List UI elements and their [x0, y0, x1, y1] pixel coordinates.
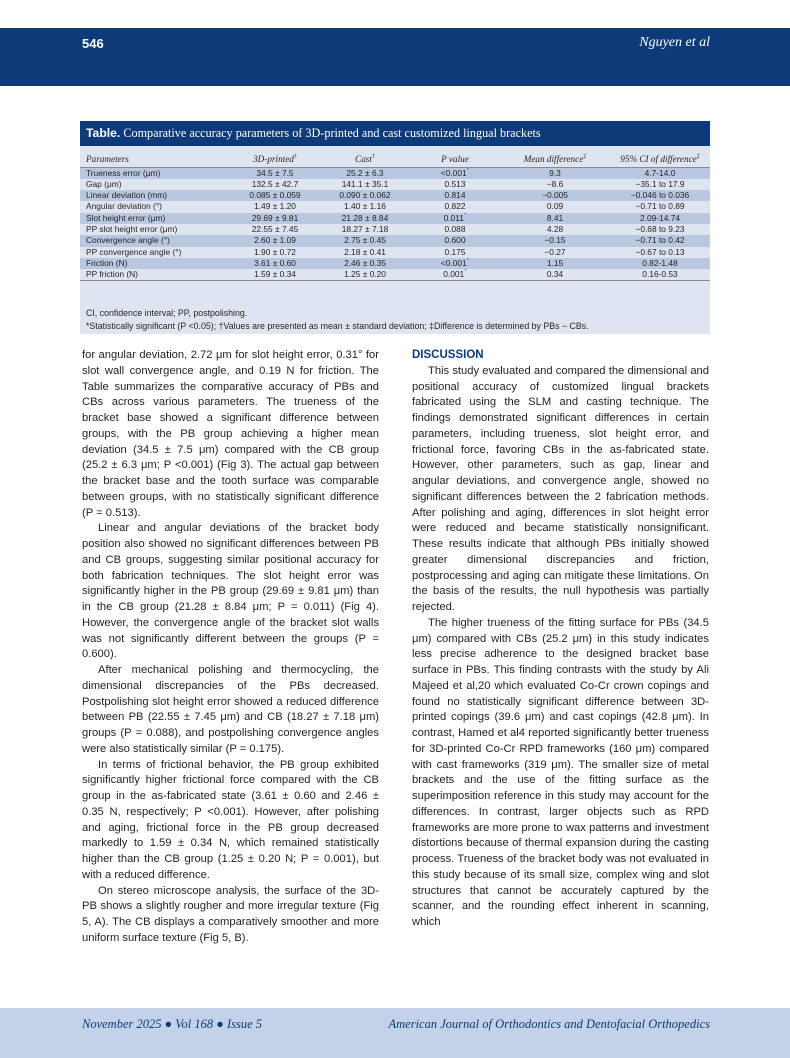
body-paragraph: On stereo microscope analysis, the surface of the 3D-PB shows a slightly rougher and more irregular texture (Fig 5, A). The CB displays a comparatively smoother and more uniform surface texture (Fig 5, B). — [82, 884, 379, 944]
body-paragraph: In terms of frictional behavior, the PB group exhibited significantly higher frictional force compared with the CB group in the as-fabricated state (3.61 ± 0.60 and 2.46 ± 0.35 N, respectively; P <0.001). However, after polishing and aging, frictional force in the PB group decreased markedly to 1.59 ± 0.34 N, which remained statistically higher than the CB group (1.25 ± 0.20 N; P = 0.001), but with a reduced difference. — [82, 758, 379, 881]
body-paragraph: The higher trueness of the fitting surface for PBs (34.5 μm) compared with CBs (25.2 μm) in this study indicates less precise adherence to the designed bracket base surface in PBs. This finding contrasts with the study by Ali Majeed et al,20 which evaluated Co-Cr crown copings and found no statistically significant difference between 3D-printed copings (39.6 μm) and cast copings (42.8 μm). In contrast, Hamed et al4 reported significantly better trueness for 3D-printed Co-Cr RPD frameworks (160 μm) compared with cast frameworks (319 μm). The smaller size of metal brackets and the use of the fitting surface as the superimposition reference in this study may account for the differences. In contrast, larger objects such as RPD frameworks are more prone to wax patterns and investment distortions because of thermal expansion during the casting process. Trueness of the bracket body was not evaluated in this study because of its small size, complex wing and slot structures that cannot be accurately captured by the scanner, and the rounding effect inherent in scanning, which — [412, 616, 709, 928]
table-row: PP friction (N) 1.59 ± 0.34 1.25 ± 0.20 0.001* 0.34 0.16-0.53 — [80, 269, 710, 281]
table-footnote-abbreviations: CI, confidence interval; PP, postpolishing. — [86, 308, 248, 318]
table-caption: Comparative accuracy parameters of 3D-printed and cast customized lingual brackets — [123, 126, 541, 140]
table-footnote-symbols: *Statistically significant (P <0.05); †Values are presented as mean ± standard deviation; ‡Difference is determined by PBs − CBs. — [86, 321, 589, 331]
right-text-column — [412, 348, 709, 931]
table-row: Friction (N) 3.61 ± 0.60 2.46 ± 0.35 <0.001* 1.15 0.82-1.48 — [80, 258, 710, 269]
body-paragraph: for angular deviation, 2.72 μm for slot height error, 0.31° for slot wall convergence angle, and 0.19 N for friction. The Table summarizes the comparative accuracy of PBs and CBs across various parameters. The trueness of the bracket base showed a significant difference between groups, with the PB group achieving a higher mean deviation (34.5 ± 7.5 μm) compared with the CB group (25.2 ± 6.3 μm; P <0.001) (Fig 3). The actual gap between the bracket base and the tooth surface was comparable between groups, with no statistically significant difference (P = 0.513). — [82, 349, 379, 519]
table-row: PP slot height error (μm) 22.55 ± 7.45 18.27 ± 7.18 0.088 4.28 −0.68 to 9.23 — [86, 223, 685, 234]
header-ci: 95% CI of difference‡ — [610, 151, 710, 167]
footer-bar — [0, 1008, 790, 1058]
page-number: 546 — [82, 36, 104, 51]
footer-issue-info: November 2025 ● Vol 168 ● Issue 5 — [82, 1017, 263, 1031]
table-label: Table. — [86, 126, 121, 140]
table-row: Angular deviation (°) 1.49 ± 1.20 1.40 ± 1.16 0.822 0.09 −0.71 to 0.89 — [86, 201, 685, 212]
header-cast: Cast† — [320, 151, 410, 167]
table-row: Gap (μm) 132.5 ± 42.7 141.1 ± 35.1 0.513 −8.6 −35.1 to 17.9 — [86, 178, 685, 189]
left-text-column — [82, 348, 379, 947]
table-header-row — [80, 151, 710, 167]
table-panel — [80, 121, 710, 334]
body-paragraph: After mechanical polishing and thermocycling, the dimensional discrepancies of the PBs decreased. Postpolishing slot height error showed a reduced difference between PB (22.55 ± 7.45 μm) and CB (18.27 ± 7.18 μm) groups (P = 0.088), and postpolishing convergence angles were also statistically similar (P = 0.175). — [82, 664, 379, 755]
footer-journal-name: American Journal of Orthodontics and Dentofacial Orthopedics — [388, 1017, 710, 1031]
header-p-value: P value — [410, 151, 500, 167]
data-table — [80, 151, 710, 281]
table-row: Linear deviation (mm) 0.085 ± 0.059 0.090 ± 0.062 0.814 −0.005 −0.046 to 0.036 — [80, 190, 710, 201]
table-title — [80, 121, 710, 146]
header-mean-difference: Mean difference‡ — [500, 151, 610, 167]
section-heading-discussion: DISCUSSION — [412, 349, 484, 361]
table-row: Trueness error (μm) 34.5 ± 7.5 25.2 ± 6.3 <0.001* 9.3 4.7-14.0 — [80, 167, 710, 179]
running-author: Nguyen et al — [639, 35, 710, 50]
body-paragraph: This study evaluated and compared the dimensional and positional accuracy of customized lingual brackets fabricated using the SLM and casting technique. The findings demonstrated significant differences in certain parameters, including trueness, slot height error, and frictional force, favoring CBs in the as-fabricated state. However, other parameters, such as gap, linear and angular deviations, and convergence angle, showed no significant differences between the 2 fabrication methods. After polishing and aging, differences in slot height error were reduced and became statistically nonsignificant. These results indicate that although PBs initially showed greater dimensional discrepancies and friction, postprocessing and aging can mitigate these limitations. On the basis of the results, the null hypothesis was partially rejected. — [412, 364, 709, 613]
table-row: PP convergence angle (°) 1.90 ± 0.72 2.18 ± 0.41 0.175 −0.27 −0.67 to 0.13 — [86, 246, 685, 257]
header-parameters: Parameters — [80, 151, 230, 167]
table-row: Convergence angle (°) 2.60 ± 1.09 2.75 ± 0.45 0.600 −0.15 −0.71 to 0.42 — [80, 235, 710, 246]
body-paragraph: Linear and angular deviations of the bracket body position also showed no significant differences between PB and CB groups, suggesting similar positional accuracy for both fabrication techniques. The slot height error was significantly higher in the PB group (29.69 ± 9.81 μm) than in the CB group (21.28 ± 8.84 μm; P = 0.011) (Fig 4). However, the convergence angle of the bracket slot walls was not significantly different between the groups (P = 0.600). — [82, 522, 379, 661]
header-3d-printed: 3D-printed† — [230, 151, 320, 167]
table-row: Slot height error (μm) 29.69 ± 9.81 21.28 ± 8.84 0.011* 8.41 2.09-14.74 — [80, 213, 710, 224]
